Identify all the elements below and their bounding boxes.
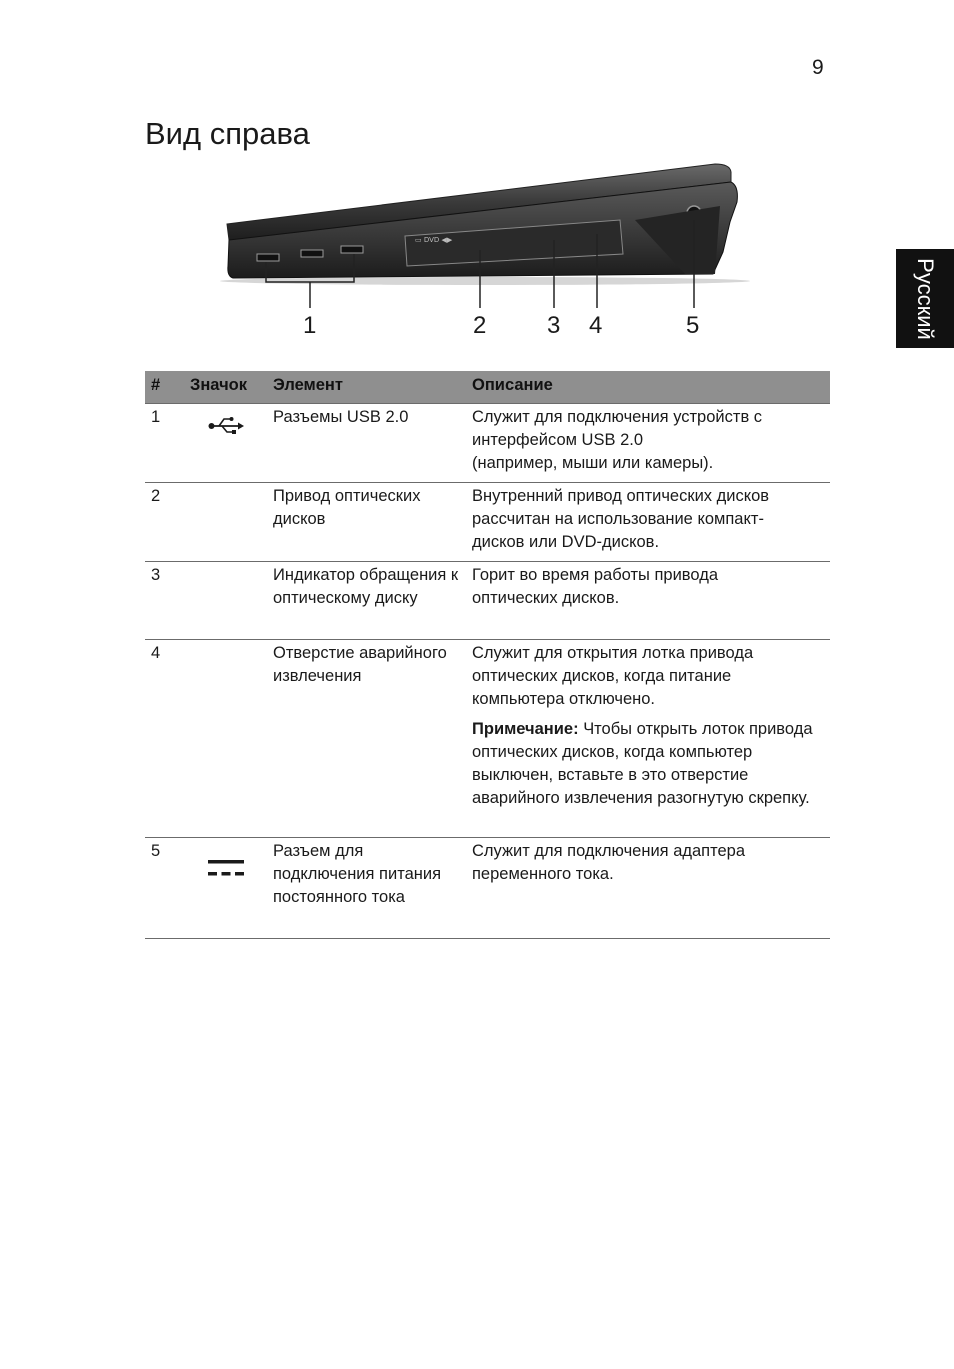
callout-5: 5	[686, 312, 700, 339]
note-label: Примечание:	[472, 720, 579, 738]
row-icon-cell	[184, 640, 267, 838]
row-icon-cell	[184, 838, 267, 939]
laptop-right-side-illustration	[215, 158, 775, 348]
description-line: Служит для подключения адаптера	[472, 842, 746, 860]
row-element: Привод оптических дисков	[267, 483, 466, 562]
description-line: Внутренний привод оптических дисков	[472, 487, 770, 505]
page-number: 9	[812, 56, 824, 79]
row-description	[466, 640, 830, 838]
description-line: Служит для открытия лотка привода	[472, 644, 754, 662]
description-line: переменного тока.	[472, 865, 614, 883]
header-icon: Значок	[184, 371, 267, 404]
row-description	[466, 838, 830, 939]
callout-2: 2	[473, 312, 487, 339]
row-number: 1	[145, 404, 184, 483]
table-row	[145, 562, 830, 640]
row-icon-cell	[184, 483, 267, 562]
description-line: Горит во время работы привода	[472, 566, 719, 584]
row-number: 5	[145, 838, 184, 939]
callout-1: 1	[303, 312, 317, 339]
usb-port	[301, 250, 323, 257]
row-number: 2	[145, 483, 184, 562]
description-line: дисков или DVD-дисков.	[472, 533, 660, 551]
table-row	[145, 640, 830, 838]
row-icon-cell	[184, 404, 267, 483]
description-line: Служит для подключения устройств с	[472, 408, 763, 426]
callout-4: 4	[589, 312, 603, 339]
table-header-row	[145, 371, 830, 404]
header-description: Описание	[466, 371, 830, 404]
callout-3: 3	[547, 312, 561, 339]
usb-port	[257, 254, 279, 261]
components-table	[145, 371, 830, 939]
description-line: оптических дисков, когда питание	[472, 667, 732, 685]
note-text: Чтобы открыть лоток привода оптических дисков, когда компьютер выключен, вставьте в это отверстие аварийного извлечения разогнутую скрепку.	[472, 720, 813, 807]
description-line: оптических дисков.	[472, 589, 620, 607]
drive-logos: ▭ DVD ◀▶	[415, 236, 453, 244]
row-element: Разъемы USB 2.0	[267, 404, 466, 483]
page-title: Вид справа	[145, 116, 310, 151]
table-row	[145, 838, 830, 939]
usb-icon	[208, 415, 244, 435]
table-row	[145, 404, 830, 483]
description-line: (например, мыши или камеры).	[472, 454, 714, 472]
row-element: Отверстие аварийного извлечения	[267, 640, 466, 838]
row-number: 3	[145, 562, 184, 640]
laptop-shadow	[220, 277, 750, 285]
usb-port	[341, 246, 363, 253]
header-element: Элемент	[267, 371, 466, 404]
language-tab-label: Русский	[913, 257, 938, 340]
description-line: интерфейсом USB 2.0	[472, 431, 644, 449]
row-description	[466, 404, 830, 483]
language-tab	[896, 249, 954, 348]
row-number: 4	[145, 640, 184, 838]
row-description	[466, 562, 830, 640]
table-row	[145, 483, 830, 562]
note	[472, 718, 824, 810]
row-element: Индикатор обращения к оптическому диску	[267, 562, 466, 640]
row-icon-cell	[184, 562, 267, 640]
row-element: Разъем для подключения питания постоянного тока	[267, 838, 466, 939]
row-description	[466, 483, 830, 562]
description-line: рассчитан на использование компакт-	[472, 510, 764, 528]
description-line: компьютера отключено.	[472, 690, 656, 708]
header-num: #	[145, 371, 184, 404]
dc-power-icon	[208, 858, 244, 880]
